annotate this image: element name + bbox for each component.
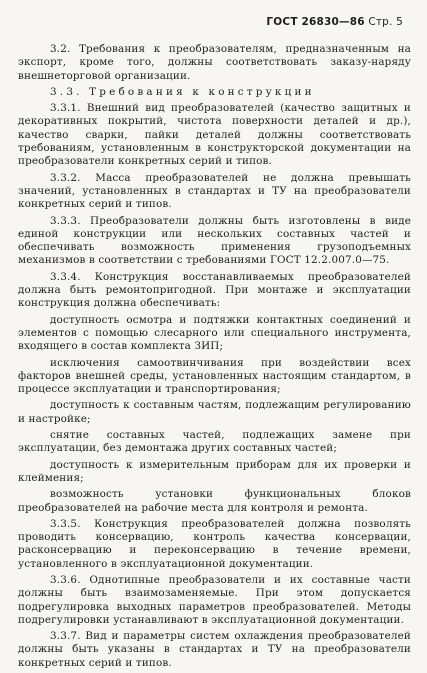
paragraph-3-3-3: 3.3.3. Преобразователи должны быть изготовлены в виде единой конструкции или нескольких составных частей и обеспечивать возможность применения грузоподъемных механизмов в соответствии с требованиями ГОСТ 12.2.007.0—75.: [18, 214, 411, 267]
paragraph-3-3-1: 3.3.1. Внешний вид преобразователей (качество защитных и декоративных покрытий, чистота поверхности деталей и др.), качество сварки, пайки деталей должны соответствовать требованиям, установленным в конструкторской документации на преобразователи конкретных серий и типов.: [18, 102, 411, 168]
paragraph-3-3-7: 3.3.7. Вид и параметры систем охлаждения преобразователей должны быть указаны в стандартах и ТУ на преобразователи конкретных серий и типов.: [18, 630, 411, 669]
list-item: возможность установки функциональных блоков преобразователей на рабочие места для контроля и ремонта.: [18, 488, 411, 514]
list-item: доступность к измерительным приборам для их проверки и клеймения;: [18, 458, 411, 484]
paragraph-3-2: 3.2. Требования к преобразователям, предназначенным на экспорт, кроме того, должны соответствовать заказу-наряду внешнеторговой организации.: [18, 43, 411, 82]
list-item: доступность к составным частям, подлежащим регулированию и настройке;: [18, 399, 411, 425]
paragraph-3-3-5: 3.3.5. Конструкция преобразователей должна позволять проводить консервацию, контроль качества консервации, расконсервацию и переконсервацию в течение времени, установленного в эксплуатационной документации.: [18, 517, 411, 570]
paragraph-3-3-2: 3.3.2. Масса преобразователей не должна превышать значений, установленных в стандартах и ТУ на преобразователи конкретных серий и типов.: [18, 171, 411, 211]
standard-number: ГОСТ 26830—86: [266, 16, 365, 28]
list-item: доступность осмотра и подтяжки контактных соединений и элементов с помощью слесарного или специального инструмента, входящего в состав комплекта ЗИП;: [18, 313, 411, 353]
list-item: снятие составных частей, подлежащих замене при эксплуатации, без демонтажа других составных частей;: [18, 429, 411, 455]
document-body: [18, 43, 411, 673]
paragraph-3-3-6: 3.3.6. Однотипные преобразователи и их составные части должны быть взаимозаменяемые. При этом допускается подрегулировка выходных параметров преобразователей. Методы подрегулировки устанавливают в эксплуатационной документации.: [18, 573, 411, 626]
page-number: Стр. 5: [368, 16, 403, 28]
section-heading: 3.3. Требования к конструкции: [50, 85, 315, 98]
paragraph-3-3-4: 3.3.4. Конструкция восстанавливаемых преобразователей должна быть ремонтопригодной. При монтаже и эксплуатации конструкция должна обеспечивать:: [18, 270, 411, 310]
list-item: исключения самоотвинчивания при воздействии всех факторов внешней среды, установленных настоящим стандартом, в процессе эксплуатации и транспортирования;: [18, 356, 411, 396]
page-header: [266, 16, 403, 28]
